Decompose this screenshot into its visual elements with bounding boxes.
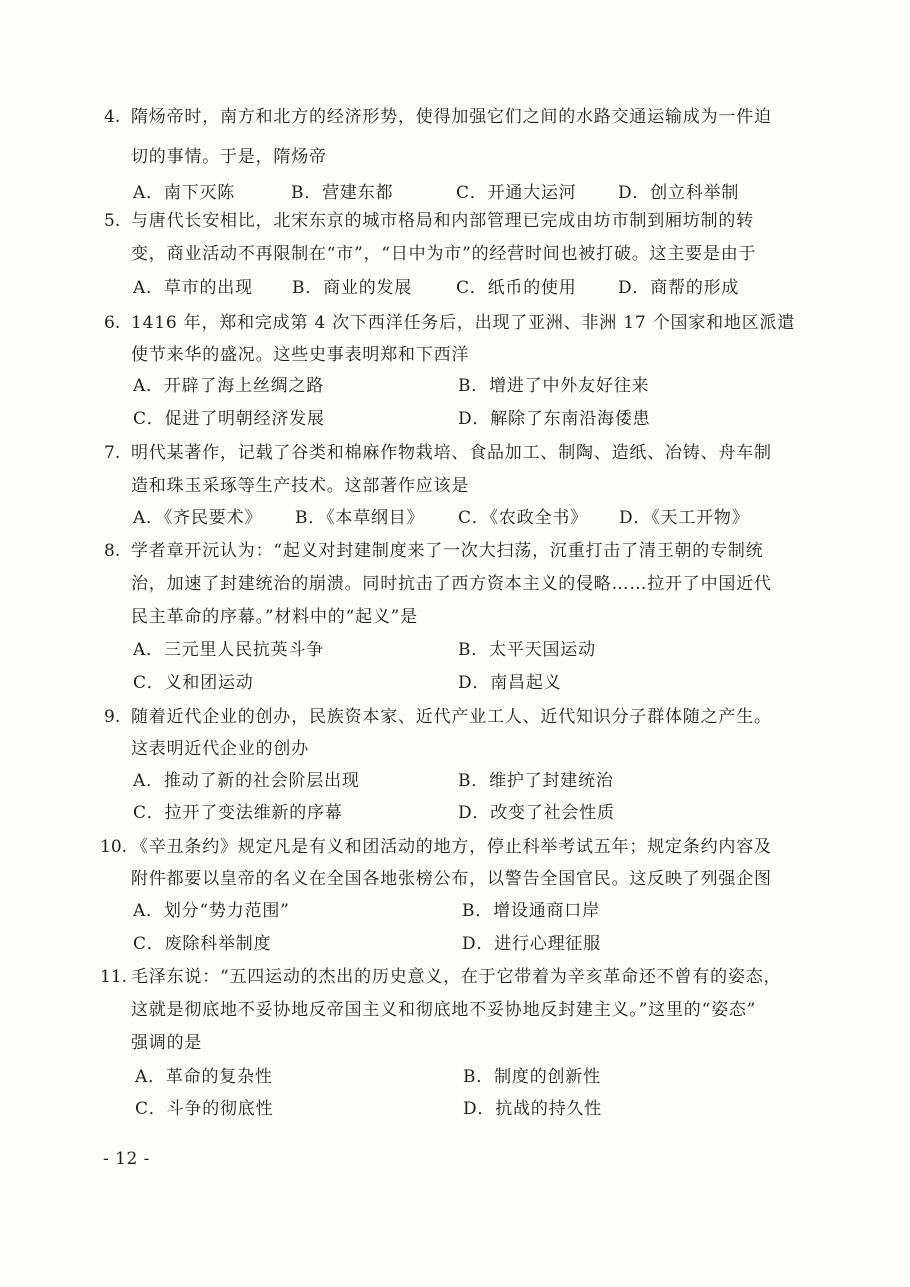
option-b: B．太平天国运动: [458, 640, 596, 660]
question-stem-line: 这就是彻底地不妥协地反帝国主义和彻底地不妥协地反封建主义。”这里的“姿态”: [131, 1000, 757, 1020]
question-number: 7.: [104, 443, 121, 463]
question-stem-line: 民主革命的序幕。”材料中的“起义”是: [131, 607, 418, 627]
option-a: A．推动了新的社会阶层出现: [133, 771, 360, 791]
option-b: B．制度的创新性: [463, 1067, 601, 1087]
option-d: D．创立科举制: [618, 183, 740, 203]
option-d: D．抗战的持久性: [463, 1099, 603, 1119]
option-a: A．三元里人民抗英斗争: [133, 640, 325, 660]
option-c: C．开通大运河: [456, 183, 577, 203]
question-stem-line: 明代某著作，记载了谷类和棉麻作物栽培、食品加工、制陶、造纸、冶铸、舟车制: [131, 443, 772, 463]
option-a: A．南下灭陈: [133, 183, 236, 203]
page-number: - 12 -: [103, 1149, 150, 1169]
question-stem-line: 治，加速了封建统治的崩溃。同时抗击了西方资本主义的侵略……拉开了中国近代: [131, 574, 772, 594]
question-number: 5.: [104, 211, 121, 231]
question-stem-line: 这表明近代企业的创办: [131, 739, 309, 759]
question-stem-line: 造和珠玉采琢等生产技术。这部著作应该是: [131, 476, 470, 496]
question-stem-line: 切的事情。于是，隋炀帝: [131, 147, 327, 167]
option-d: D．南昌起义: [458, 673, 562, 693]
option-b: B．维护了封建统治: [458, 771, 614, 791]
option-c: C．废除科举制度: [133, 934, 272, 954]
option-d: D．商帮的形成: [618, 278, 740, 298]
option-a: A．《齐民要术》: [133, 508, 263, 528]
question-stem-line: 1416 年，郑和完成第 4 次下西洋任务后，出现了亚洲、非洲 17 个国家和地区派遣: [131, 313, 796, 333]
option-d: D．《天工开物》: [619, 508, 750, 528]
question-stem-line: 毛泽东说：“五四运动的杰出的历史意义，在于它带着为辛亥革命还不曾有的姿态，: [131, 967, 782, 987]
question-stem-line: 使节来华的盛况。这些史事表明郑和下西洋: [131, 345, 470, 365]
question-stem-line: 附件都要以皇帝的名义在全国各地张榜公布，以警告全国官民。这反映了列强企图: [131, 869, 772, 889]
question-stem-line: 强调的是: [131, 1033, 203, 1053]
question-stem-line: 随着近代企业的创办，民族资本家、近代产业工人、近代知识分子群体随之产生。: [131, 707, 772, 727]
option-d: D．改变了社会性质: [458, 803, 615, 823]
option-a: A．草市的出现: [133, 278, 253, 298]
question-stem-line: 《辛丑条约》规定凡是有义和团活动的地方，停止科举考试五年；规定条约内容及: [131, 837, 772, 857]
option-c: C．斗争的彻底性: [135, 1099, 274, 1119]
question-stem-line: 隋炀帝时，南方和北方的经济形势，使得加强它们之间的水路交通运输成为一件迫: [131, 107, 772, 127]
option-c: C．《农政全书》: [458, 508, 588, 528]
option-a: A．革命的复杂性: [135, 1067, 273, 1087]
option-b: B．增进了中外友好往来: [458, 376, 650, 396]
question-number: 6.: [104, 313, 121, 333]
option-b: B．增设通商口岸: [462, 901, 600, 921]
option-c: C．拉开了变法维新的序幕: [133, 803, 343, 823]
option-c: C．纸币的使用: [456, 278, 577, 298]
option-c: C．义和团运动: [133, 673, 254, 693]
option-a: A．划分“势力范围”: [133, 901, 290, 921]
option-d: D．解除了东南沿海倭患: [458, 409, 651, 429]
option-b: B．《本草纲目》: [295, 508, 425, 528]
question-stem-line: 与唐代长安相比，北宋东京的城市格局和内部管理已完成由坊市制到厢坊制的转: [131, 211, 754, 231]
option-c: C．促进了明朝经济发展: [133, 409, 325, 429]
question-number: 8.: [104, 541, 121, 561]
question-stem-line: 变，商业活动不再限制在“市”，“日中为市”的经营时间也被打破。这主要是由于: [131, 244, 757, 264]
option-b: B．营建东都: [291, 183, 394, 203]
question-number: 10.: [100, 837, 128, 857]
option-b: B．商业的发展: [292, 278, 413, 298]
option-a: A．开辟了海上丝绸之路: [133, 376, 325, 396]
question-number: 11.: [100, 967, 128, 987]
question-number: 4.: [104, 107, 121, 127]
question-stem-line: 学者章开沅认为：“起义对封建制度来了一次大扫荡，沉重打击了清王朝的专制统: [131, 541, 764, 561]
option-d: D．进行心理征服: [462, 934, 602, 954]
question-number: 9.: [104, 707, 121, 727]
